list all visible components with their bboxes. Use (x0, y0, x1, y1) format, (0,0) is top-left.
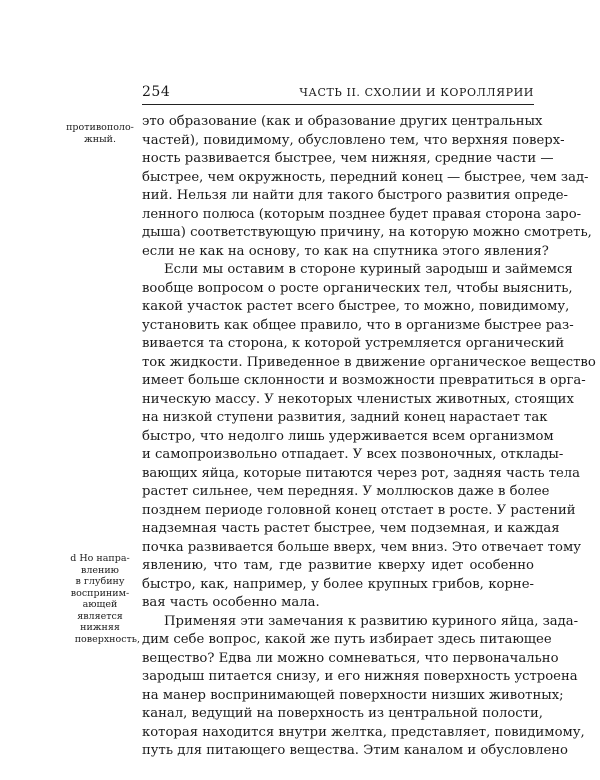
text-line: имеет больше склонности и возможности превратиться в орга- (142, 373, 586, 388)
margin-note-line: восприним- (70, 587, 130, 599)
text-line: зародыш питается снизу, и его нижняя поверхность устроена (142, 669, 578, 684)
text-line: канал, ведущий на поверхность из центральной полости, (142, 706, 543, 721)
text-line: дыша) соответствующую причину, на которую можно смотреть, (142, 225, 592, 240)
text-line: явлению, что там, где развитие кверху идет особенно (142, 558, 534, 573)
text-line: ническую массу. У некоторых членистых животных, стоящих (142, 391, 574, 407)
text-line: быстро, как, например, у более крупных грибов, корне- (142, 576, 534, 592)
text-line: вая часть особенно мала. (142, 595, 320, 610)
text-line: надземная часть растет быстрее, чем подземная, и каждая (142, 521, 560, 536)
margin-note-line: ающей (82, 599, 118, 610)
margin-note-line: является (77, 610, 123, 622)
text-line: вещество? Едва ли можно сомневаться, что первоначально (142, 650, 559, 666)
text-line: Применяя эти замечания к развитию куриного яйца, зада- (164, 613, 579, 629)
page-header (142, 84, 534, 104)
header-rule (142, 104, 534, 105)
text-line: ленного полюса (которым позднее будет правая сторона заро- (142, 206, 582, 222)
text-line: которая находится внутри желтка, представляет, повидимому, (142, 724, 585, 740)
margin-note-line: нижняя (80, 622, 120, 633)
text-line: быстрее, чем окружность, передний конец — быстрее, чем зад- (142, 169, 589, 185)
text-line: дим себе вопрос, какой же путь избирает здесь питающее (142, 632, 552, 647)
text-line: если не как на основу, то как на спутника этого явления? (142, 243, 549, 259)
page-number: 254 (142, 84, 171, 100)
text-line: ность развивается быстрее, чем нижняя, средние части — (142, 151, 554, 166)
text-line: и самопроизвольно отпадает. У всех позвоночных, отклады- (142, 447, 564, 462)
text-line: растет сильнее, чем передняя. У моллюсков даже в более (142, 484, 550, 499)
margin-note-line: жный. (84, 133, 116, 145)
running-head: ЧАСТЬ II. СХОЛИИ И КОРОЛЛЯРИИ (299, 86, 534, 99)
text-line: вивается та сторона, к которой устремляется органический (142, 336, 565, 351)
text-line: на манер воспринимающей поверхности низших животных; (142, 687, 564, 703)
margin-note (60, 122, 140, 145)
margin-note-line: в глубину (75, 576, 125, 587)
paragraph (142, 113, 592, 261)
body-text (142, 113, 596, 761)
text-line: ний. Нельзя ли найти для такого быстрого развития опреде- (142, 188, 568, 203)
text-line: какой участок растет всего быстрее, то можно, повидимому, (142, 299, 570, 314)
text-line: это образование (как и образование других центральных (142, 114, 543, 129)
margin-note (60, 553, 140, 645)
text-line: ток жидкости. Приведенное в движение органическое вещество (142, 354, 596, 370)
text-line: быстро, что недолго лишь удерживается всем организмом (142, 428, 554, 444)
margin-note-line: влению (81, 564, 119, 576)
text-line: вообще вопросом о росте органических тел, чтобы выяснить, (142, 280, 573, 296)
text-line: позднем периоде головной конец отстает в росте. У растений (142, 502, 576, 518)
text-line: установить как общее правило, что в организме быстрее раз- (142, 317, 574, 333)
paragraph (142, 613, 585, 761)
margin-note-line: противополо- (66, 122, 134, 133)
paragraph (142, 261, 596, 613)
text-line: почка развивается больше вверх, чем вниз. Это отвечает тому (142, 539, 582, 555)
text-line: на низкой ступени развития, задний конец нарастает так (142, 410, 548, 425)
margin-note-line: поверхность, (74, 633, 140, 645)
text-line: путь для питающего вещества. Этим каналом и обусловлено (142, 743, 568, 758)
text-line: частей), повидимому, обусловлено тем, что верхняя поверх- (142, 132, 565, 148)
margin-note-line: d Но напра- (70, 553, 130, 564)
text-line: вающих яйца, которые питаются через рот, задняя часть тела (142, 465, 581, 481)
text-line: Если мы оставим в стороне куриный зародыш и займемся (164, 262, 573, 277)
